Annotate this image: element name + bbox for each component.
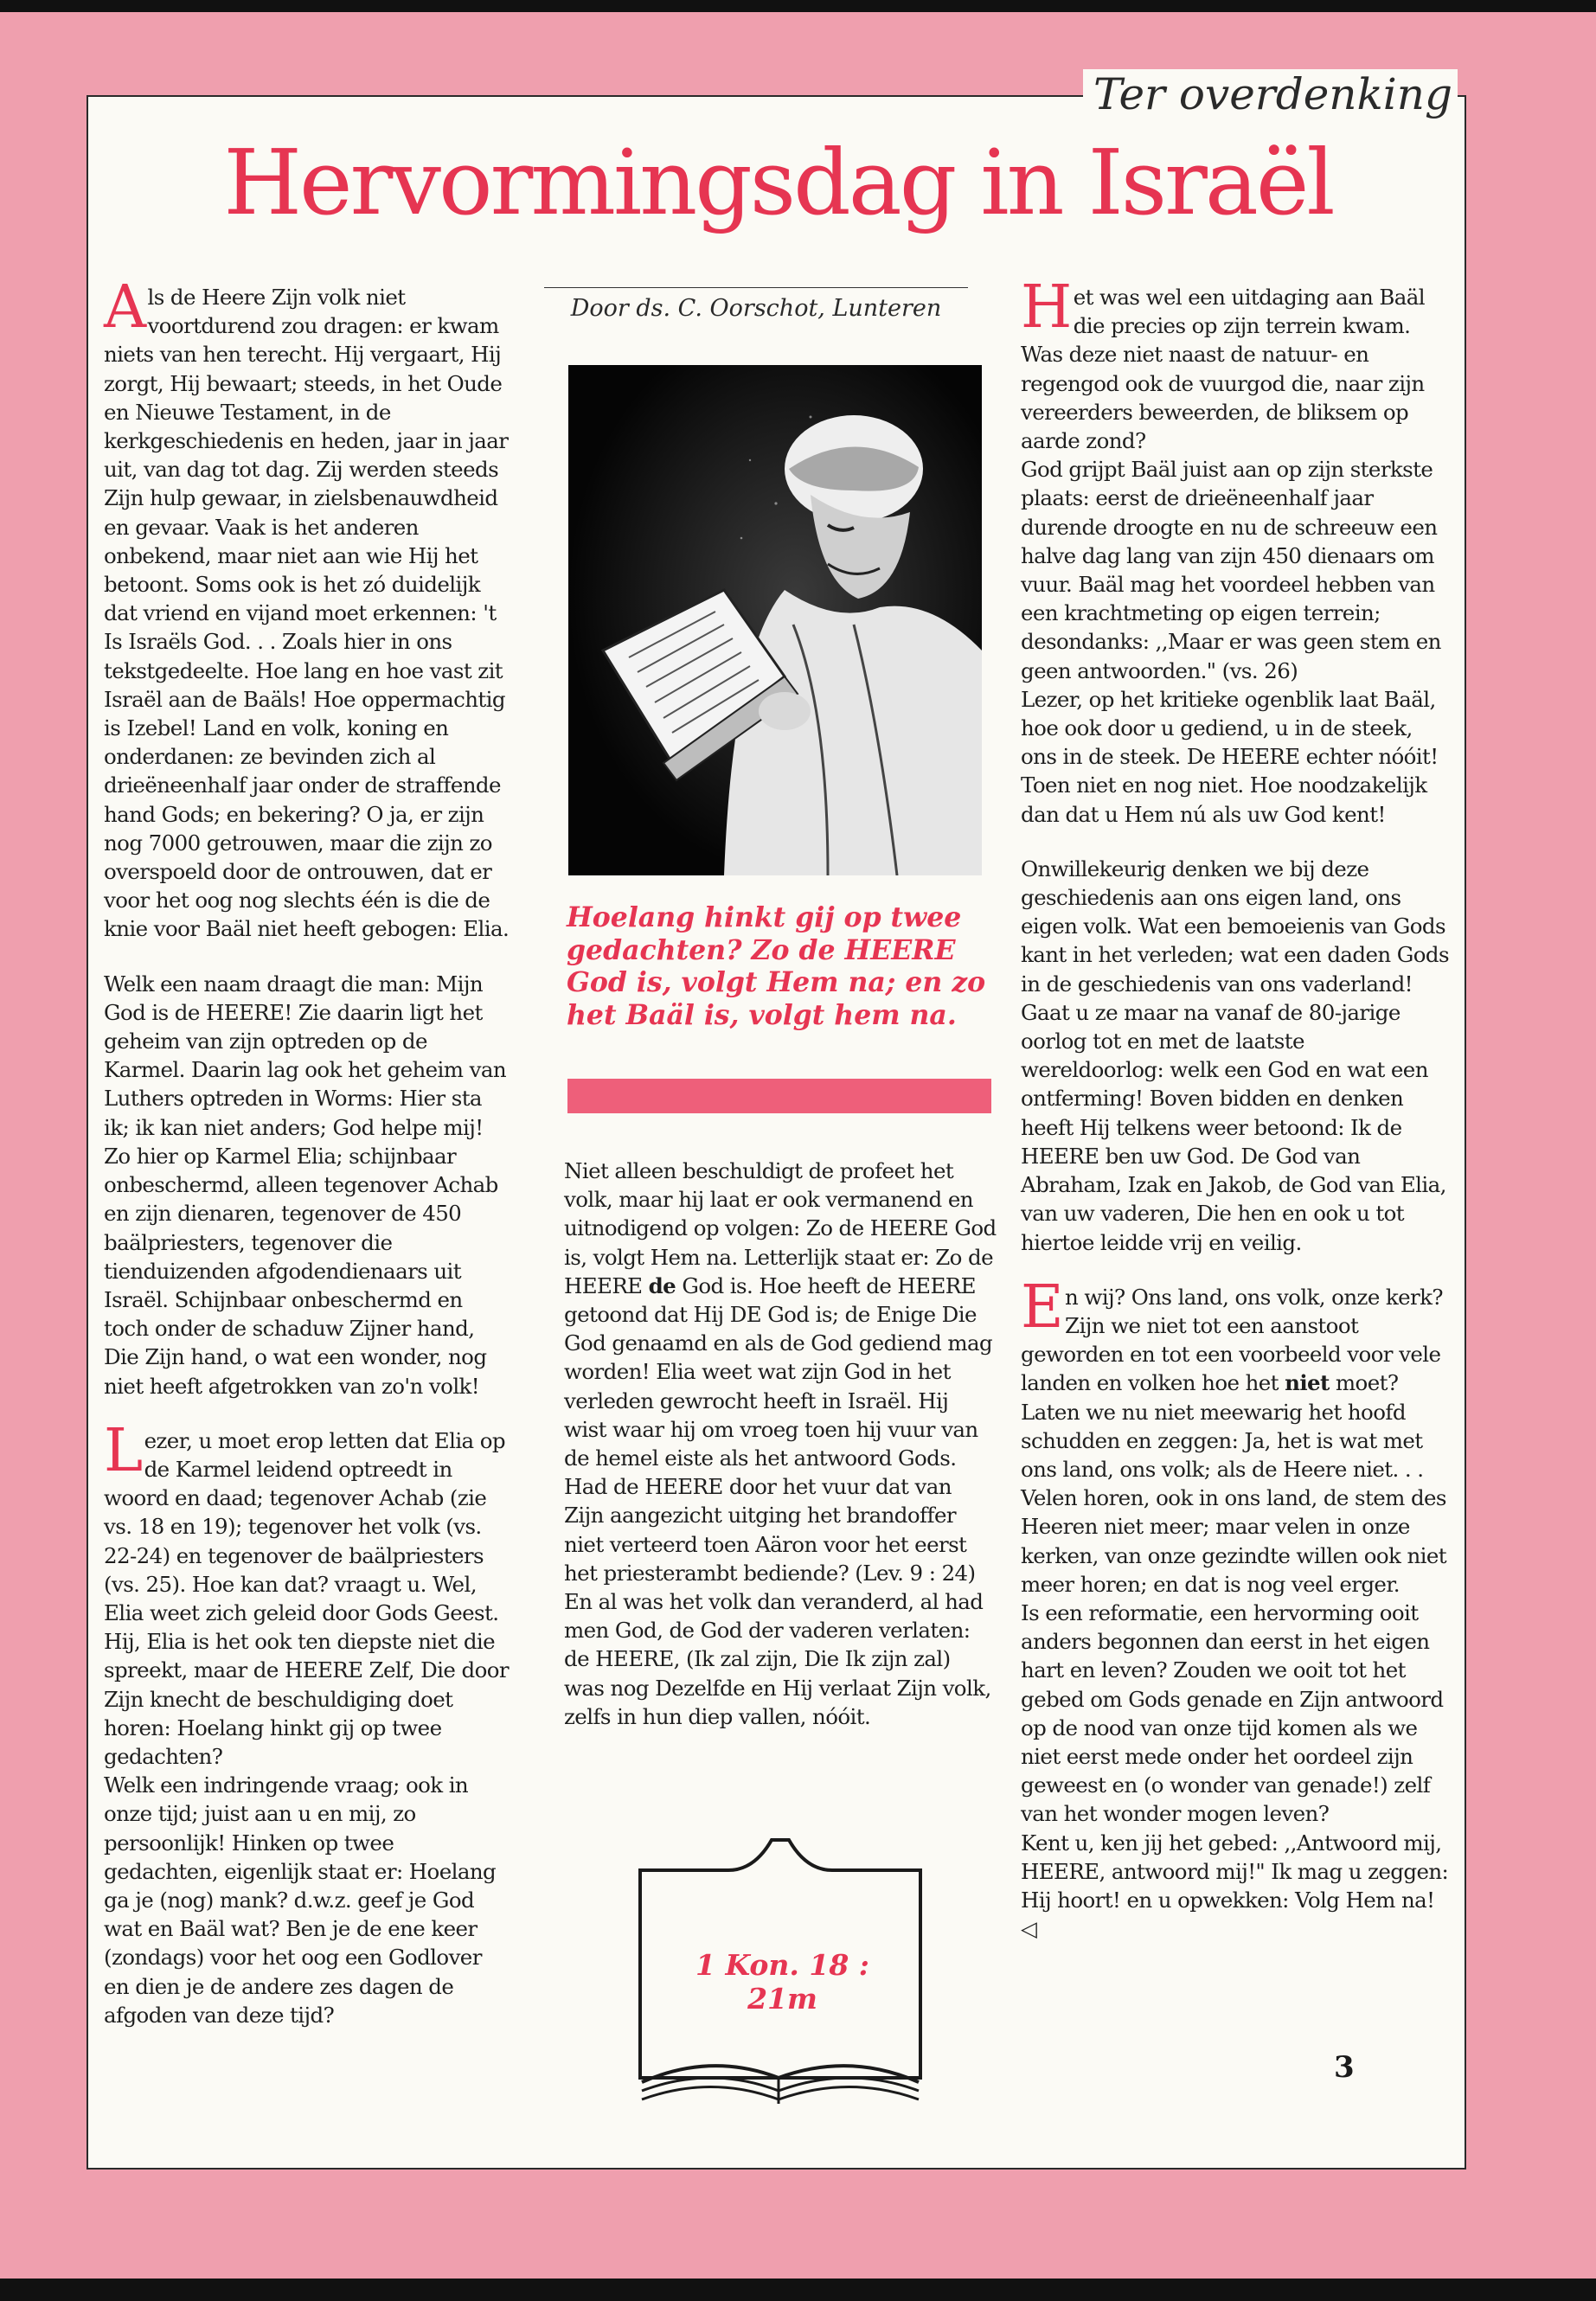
- paragraph: [104, 1416, 510, 1771]
- bottom-edge-band: [0, 2279, 1596, 2301]
- drop-cap: L: [104, 1416, 143, 1485]
- paragraph: [1021, 273, 1453, 455]
- pull-quote: [567, 901, 990, 1031]
- paragraph: Welk een indringende vraag; ook in onze tijd; juist aan u en mij, zo persoonlijk! Hinken op twee gedachten, eigenlijk staat er: Hoelang ga je (nog) mank? d.w.z. geef je God wat en Baäl wat? Ben je de ene keer (zondags) voor het oog een Godlover en dien je de andere zes dagen de afgoden van deze tijd?: [104, 1772, 497, 2028]
- paragraph: Onwillekeurig denken we bij deze geschiedenis aan ons eigen land, ons eigen volk. Wat een bemoeienis van Gods kant in het verleden; wat een daden Gods in de geschiedenis van ons vaderland! Gaat u ze maar na vanaf de 80-jarige oorlog tot en met de laatste wereldoorlog: welk een God en wat een ontferming! Boven bidden en denken heeft Hij telkens weer betoond: Ik de HEERE ben uw God. De God van Abraham, Izak en Jakob, de God van Elia, van uw vaderen, Die hen en ook u tot hiertoe leidde vrij en veilig.: [1021, 856, 1449, 1255]
- paragraph-text: Niet alleen beschuldigt de profeet het volk, maar hij laat er ook vermanend en uitnodigend op volgen: Zo de HEERE God is, volgt Hem na. Letterlijk staat er: Zo de HEERE: [564, 1158, 997, 1298]
- column-left: [104, 273, 510, 2029]
- emphasis: niet: [1285, 1370, 1330, 1396]
- top-edge-band: [0, 0, 1596, 12]
- illustration-reading-man: [568, 365, 982, 875]
- page-number: 3: [1334, 2050, 1355, 2085]
- drop-cap: H: [1021, 273, 1072, 342]
- section-kicker: Ter overdenking: [1083, 69, 1458, 119]
- paragraph-text: moet? Laten we nu niet meewarig het hoofd schudden en zeggen: Ja, het is wat met ons land, ons volk; als de Heere niet. . . Velen horen, ook in ons land, de stem des Heeren niet meer; maar velen in onze kerken, van onze gezindte willen ook niet meer horen; en dat is nog veel erger.: [1021, 1370, 1447, 1597]
- scripture-reference: 1 Kon. 18 : 21m: [695, 1948, 869, 2016]
- paragraph: Lezer, op het kritieke ogenblik laat Baäl, hoe ook door u gediend, u in de steek, ons in de steek. De HEERE echter nóóit! Toen niet en nog niet. Hoe noodzakelijk dan dat u Hem nú als uw God kent!: [1021, 686, 1439, 827]
- byline: Door ds. C. Oorschot, Lunteren: [544, 287, 968, 322]
- accent-bar: [567, 1079, 991, 1113]
- article-title: Hervormingsdag in Israël: [223, 130, 1333, 235]
- paragraph: God grijpt Baäl juist aan op zijn sterkste plaats: eerst de drieëneenhalf jaar durende droogte en nu de schreeuw een halve dag lang van zijn 450 dienaars om vuur. Baäl mag het voordeel hebben van een krachtmeting op eigen terrein; desondanks: ,,Maar er was geen stem en geen antwoorden." (vs. 26): [1021, 457, 1441, 683]
- paragraph: Kent u, ken jij het gebed: ,,Antwoord mij, HEERE, antwoord mij!" Ik mag u zeggen: Hij hoort! en u opwekken: Volg Hem na! ◁: [1021, 1830, 1449, 1942]
- engraving-image: [568, 365, 982, 875]
- drop-cap: E: [1021, 1272, 1064, 1342]
- paragraph: [1021, 1272, 1453, 1599]
- paragraph-text: ls de Heere Zijn volk niet voortdurend zou dragen: er kwam niets van hen terecht. Hij vergaart, Hij zorgt, Hij bewaart; steeds, in het Oude en Nieuwe Testament, in de kerkgeschiedenis en heden, jaar in jaar uit, van dag tot dag. Zij werden steeds Zijn hulp gewaar, in zielsbenauwdheid en gevaar. Vaak is het anderen onbekend, maar niet aan wie Hij het betoont. Soms ook is het zó duidelijk dat vriend en vijand moet erkennen: 't Is Israëls God. . . Zoals hier in ons tekstgedeelte. Hoe lang en hoe vast zit Israël aan de Baäls! Hoe oppermachtig is Izebel! Land en volk, koning en onderdanen: ze bevinden zich al drieëneenhalf jaar onder de straffende hand Gods; en bekering? O ja, er zijn nog 7000 getrouwen, maar die zijn zo overspoeld door de ontrouwen, dat er voor het oog nog slechts één is die de knie voor Baäl niet heeft gebogen: Elia.: [104, 285, 510, 942]
- drop-cap: A: [104, 273, 146, 342]
- paragraph: En al was het volk dan veranderd, al had men God, de God der vaderen verlaten: de HEERE, (Ik zal zijn, Die Ik zijn zal) was nog Dezelfde en Hij verlaat Zijn volk, zelfs in hun diep vallen, nóóit.: [564, 1589, 991, 1729]
- paragraph: [564, 1157, 997, 1587]
- emphasis: de: [648, 1272, 676, 1298]
- paragraph-text: ezer, u moet erop letten dat Elia op de Karmel leidend optreedt in woord en daad; tegenover Achab (zie vs. 18 en 19); tegenover het volk (vs. 22-24) en tegenover de baälpriesters (vs. 25). Hoe kan dat? vraagt u. Wel, Elia weet zich geleid door Gods Geest. Hij, Elia is het ook ten diepste niet die spreekt, maar de HEERE Zelf, Die door Zijn knecht de beschuldiging doet horen: Hoelang hinkt gij op twee gedachten?: [104, 1427, 509, 1769]
- paragraph-text: God is. Hoe heeft de HEERE getoond dat Hij DE God is; de Enige Die God genaamd en als de God gediend mag worden! Elia weet wat zijn God in het verleden gewrocht heeft in Israël. Hij wist waar hij om vroeg toen hij vuur van de hemel eiste als het antwoord Gods. Had de HEERE door het vuur dat van Zijn aangezicht uitging het brandoffer niet verteerd toen Aäron voor het eerst het priesterambt bediende? (Lev. 9 : 24): [564, 1272, 993, 1586]
- paragraph-text: n wij? Ons land, ons volk, onze kerk? Zijn we niet tot een aanstoot geworden en tot een voorbeeld voor vele landen en volken hoe het: [1021, 1284, 1443, 1396]
- paragraph: Welk een naam draagt die man: Mijn God is de HEERE! Zie daarin ligt het geheim van zijn optreden op de Karmel. Daarin lag ook het geheim van Luthers optreden in Worms: Hier sta ik; ik kan niet anders; God helpe mij! Zo hier op Karmel Elia; schijnbaar onbeschermd, alleen tegenover Achab en zijn dienaren, tegenover de 450 baälpriesters, tegenover die tienduizenden afgodendienaars uit Israël. Schijnbaar onbeschermd en toch onder de schaduw Zijner hand, Die Zijn hand, o wat een wonder, nog niet heeft afgetrokken van zo'n volk!: [104, 971, 507, 1399]
- article-sheet: [87, 69, 1466, 2170]
- pull-quote-text: Hoelang hinkt gij op twee gedachten? Zo de HEERE God is, volgt Hem na; en zo het Baäl is, volgt hem na.: [567, 901, 986, 1031]
- paragraph-text: et was wel een uitdaging aan Baäl die precies op zijn terrein kwam. Was deze niet naast de natuur- en regengod ook de vuurgod die, naar zijn vereerders beweerden, de bliksem op aarde zond?: [1021, 285, 1425, 454]
- column-right: [1021, 273, 1453, 1943]
- paragraph: [104, 273, 510, 944]
- column-middle: [564, 1157, 997, 1731]
- paragraph: Is een reformatie, een hervorming ooit anders begonnen dan eerst in het eigen hart en leven? Zouden we ooit tot het gebed om Gods genade en Zijn antwoord op de nood van onze tijd komen als we niet eerst mede onder het oordeel zijn geweest en (o wonder van genade!) zelf van het wonder mogen leven?: [1021, 1599, 1444, 1827]
